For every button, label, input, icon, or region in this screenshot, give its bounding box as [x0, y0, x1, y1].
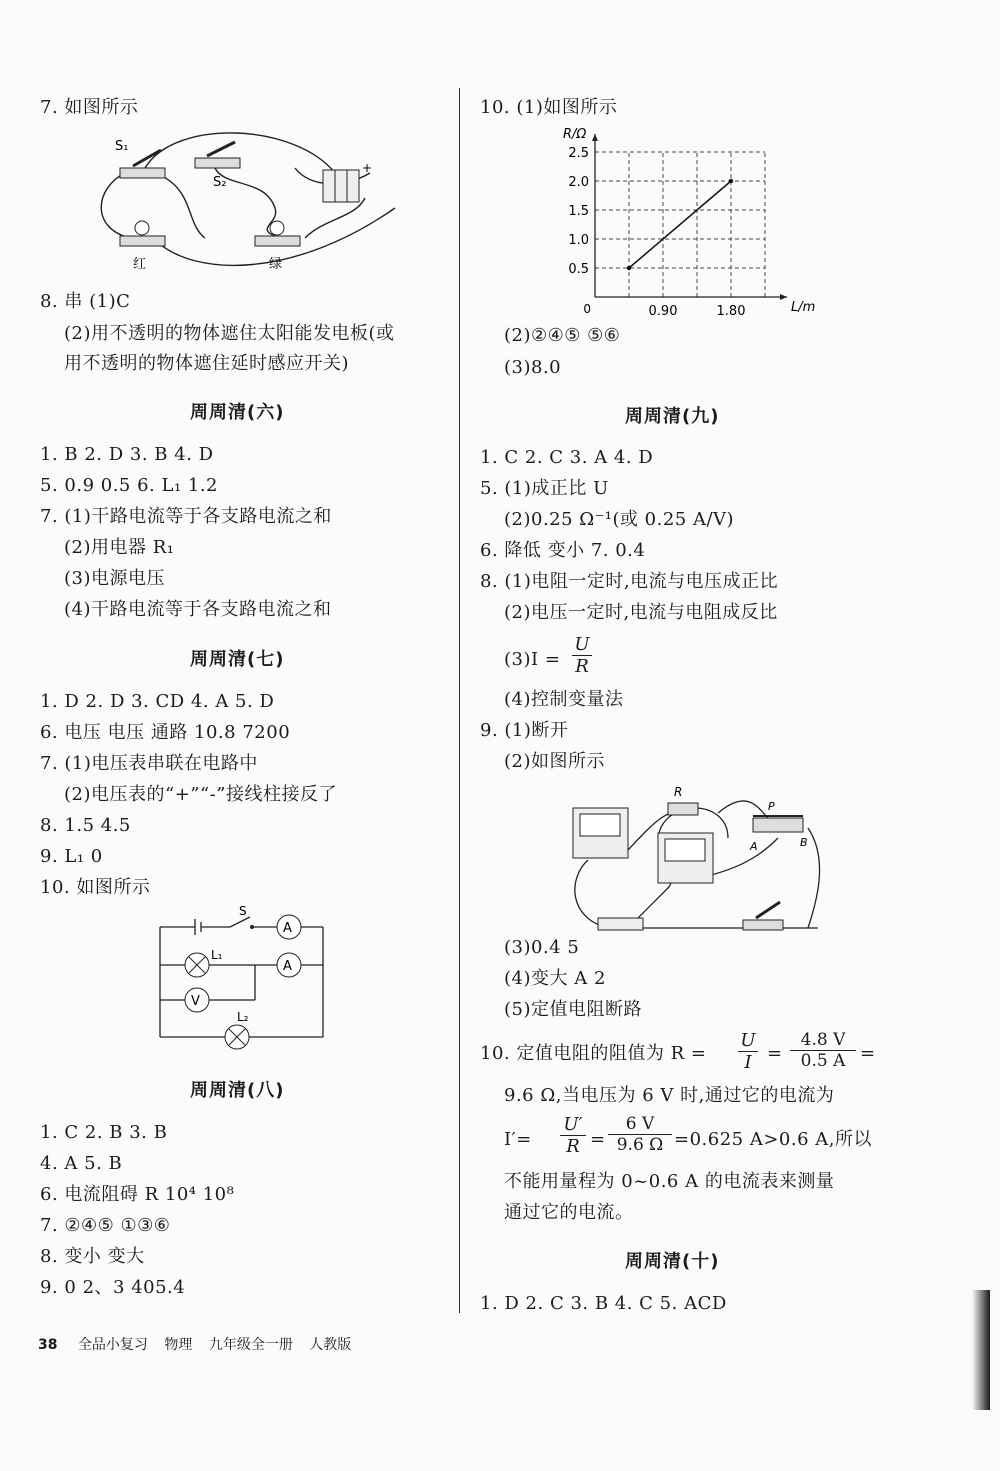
y-axis-arrow	[592, 134, 598, 141]
q8-line3: 用不透明的物体遮住延时感应开关)	[64, 353, 350, 374]
voltmeter-label: V	[191, 994, 200, 1009]
s7-line3: 7. (1)电压表串联在电路中	[40, 753, 258, 774]
s7-line5: 8. 1.5 4.5	[40, 815, 131, 836]
q10b-line2: 9.6 Ω,当电压为 6 V 时,通过它的电流为	[504, 1085, 835, 1106]
s9-formula-prefix: (3)I =	[504, 649, 561, 670]
y-tick-label: 1.5	[568, 204, 589, 219]
fraction-numerator: 6 V	[625, 1114, 655, 1134]
label-r: R	[674, 785, 683, 799]
s7-line2: 6. 电压 电压 通路 10.8 7200	[40, 722, 291, 743]
q8-line2: (2)用不透明的物体遮住太阳能发电板(或	[64, 323, 395, 344]
s8-line2: 4. A 5. B	[40, 1153, 123, 1174]
switch-s1-icon	[120, 150, 165, 178]
q10-part2: (2)②④⑤ ⑤⑥	[504, 325, 621, 346]
fraction-4.8v-over-0.5a	[790, 1030, 856, 1071]
label-plus: +	[362, 161, 373, 175]
scan-edge-shadow	[972, 1290, 990, 1410]
section-title-9: 周周清(九)	[625, 406, 720, 427]
origin-label: 0	[583, 302, 591, 316]
fraction-numerator: U	[740, 1030, 756, 1051]
s6-line5: (3)电源电压	[64, 568, 165, 589]
fraction-denominator: R	[560, 1135, 586, 1157]
s9-line13: (5)定值电阻断路	[504, 999, 642, 1020]
page-footer	[38, 1334, 363, 1354]
ammeter-label-1: A	[283, 921, 292, 936]
s9-line11: (3)0.4 5	[504, 937, 580, 958]
x-tick-label: 1.80	[716, 304, 746, 319]
s7-line1: 1. D 2. D 3. CD 4. A 5. D	[40, 691, 275, 712]
s9-line3: (2)0.25 Ω⁻¹(或 0.25 A/V)	[504, 509, 735, 530]
s7-line7: 10. 如图所示	[40, 877, 151, 898]
ammeter-device-icon	[658, 833, 713, 883]
x-axis-arrow	[780, 294, 787, 300]
label-switch-s: S	[239, 904, 247, 918]
x-tick-label: 0.90	[648, 304, 678, 319]
section-title-8: 周周清(八)	[190, 1080, 285, 1101]
x-axis-label: L/m	[791, 300, 816, 315]
s9-line10: (2)如图所示	[504, 751, 605, 772]
section-title-10: 周周清(十)	[625, 1251, 720, 1272]
resistor-icon	[668, 803, 698, 815]
s9-line1: 1. C 2. C 3. A 4. D	[480, 447, 654, 468]
q10-part3: (3)8.0	[504, 357, 562, 378]
fraction-numerator: U′	[563, 1114, 583, 1135]
fraction-u-over-i	[738, 1030, 758, 1073]
rheostat-icon	[753, 816, 803, 832]
battery-icon	[598, 918, 643, 930]
switch-s2-icon	[195, 142, 240, 168]
label-green: 绿	[269, 257, 283, 272]
q10b-line4: 不能用量程为 0~0.6 A 的电流表来测量	[504, 1171, 835, 1192]
s8-line5: 8. 变小 变大	[40, 1246, 145, 1267]
label-s2: S₂	[213, 175, 227, 190]
lamp-l2-icon	[225, 1025, 249, 1049]
question-7: 7. 如图所示	[40, 97, 139, 118]
s9-line5: 8. (1)电阻一定时,电流与电压成正比	[480, 571, 779, 592]
lamp-red-icon	[120, 221, 165, 246]
edition: 人教版	[309, 1337, 352, 1353]
label-l2: L₂	[237, 1010, 249, 1024]
s9-line2: 5. (1)成正比 U	[480, 478, 609, 499]
resistance-length-graph	[555, 122, 816, 322]
question-10-part1: 10. (1)如图所示	[480, 97, 618, 118]
s9-line9: 9. (1)断开	[480, 720, 569, 741]
s9-line12: (4)变大 A 2	[504, 968, 606, 989]
s7-line4: (2)电压表的“+”“-”接线柱接反了	[64, 784, 337, 805]
s8-line6: 9. 0 2、3 405.4	[40, 1277, 186, 1298]
equals-sign: =	[767, 1043, 783, 1064]
y-tick-label: 2.5	[568, 146, 589, 161]
s6-line6: (4)干路电流等于各支路电流之和	[64, 599, 332, 620]
lamp-l1-icon	[185, 953, 209, 977]
fraction-6v-over-9.6ohm	[608, 1114, 672, 1155]
s8-line4: 7. ②④⑤ ①③⑥	[40, 1215, 171, 1236]
s6-line1: 1. B 2. D 3. B 4. D	[40, 444, 214, 465]
voltmeter-device-icon	[573, 808, 628, 858]
label-s1: S₁	[115, 139, 129, 154]
section-title-7: 周周清(七)	[190, 649, 285, 670]
s9-line8: (4)控制变量法	[504, 689, 624, 710]
fraction-denominator: R	[572, 655, 592, 678]
data-point	[627, 266, 631, 270]
grade: 九年级全一册	[208, 1337, 293, 1353]
s6-line2: 5. 0.9 0.5 6. L₁ 1.2	[40, 475, 219, 496]
equals-sign-3: =	[590, 1129, 606, 1150]
column-divider	[459, 88, 460, 1313]
s8-line3: 6. 电流阻碍 R 10⁴ 10⁸	[40, 1184, 235, 1205]
y-axis-label: R/Ω	[563, 127, 587, 142]
lamp-green-icon	[255, 221, 300, 246]
battery-icon	[323, 170, 359, 202]
switch-contact-icon	[250, 925, 254, 929]
y-tick-label: 2.0	[568, 175, 589, 190]
label-l1: L₁	[211, 948, 223, 962]
s7-line6: 9. L₁ 0	[40, 846, 103, 867]
s8-line1: 1. C 2. B 3. B	[40, 1122, 168, 1143]
s9-line6: (2)电压一定时,电流与电阻成反比	[504, 602, 778, 623]
fraction-denominator: I	[738, 1051, 758, 1073]
s9-line4: 6. 降低 变小 7. 0.4	[480, 540, 646, 561]
data-point	[729, 179, 733, 183]
fraction-u-over-r	[572, 634, 592, 678]
circuit-diagram-meters	[155, 905, 335, 1055]
s6-line4: (2)用电器 R₁	[64, 537, 175, 558]
label-p: P	[768, 800, 775, 813]
y-tick-label: 0.5	[568, 262, 589, 277]
data-line	[629, 181, 731, 268]
s10-line1: 1. D 2. C 3. B 4. C 5. ACD	[480, 1293, 727, 1314]
q10b-line1: 10. 定值电阻的阻值为 R =	[480, 1043, 707, 1064]
label-b: B	[800, 836, 808, 849]
fraction-u-prime-over-r	[560, 1114, 586, 1157]
switch-icon	[743, 902, 783, 930]
book-title: 全品小复习	[77, 1337, 148, 1353]
label-a: A	[750, 840, 758, 853]
subject: 物理	[164, 1337, 193, 1353]
ammeter-label-2: A	[283, 959, 292, 974]
circuit-diagram-experiment	[568, 778, 828, 933]
equals-sign-2: =	[860, 1043, 876, 1064]
s6-line3: 7. (1)干路电流等于各支路电流之和	[40, 506, 332, 527]
q10b-line3-suffix: =0.625 A>0.6 A,所以	[674, 1129, 872, 1150]
page-number: 38	[38, 1337, 58, 1353]
label-red: 红	[133, 257, 147, 272]
fraction-numerator: 4.8 V	[800, 1030, 846, 1050]
fraction-numerator: U	[574, 634, 590, 655]
fraction-denominator: 0.5 A	[790, 1050, 856, 1071]
fraction-denominator: 9.6 Ω	[608, 1134, 672, 1155]
circuit-diagram-series-switches	[95, 128, 385, 278]
q10b-line3-prefix: I′=	[504, 1129, 532, 1150]
q10b-line5: 通过它的电流。	[504, 1202, 634, 1223]
y-tick-label: 1.0	[568, 233, 589, 248]
section-title-6: 周周清(六)	[190, 402, 285, 423]
q8-line1: 8. 串 (1)C	[40, 291, 131, 312]
